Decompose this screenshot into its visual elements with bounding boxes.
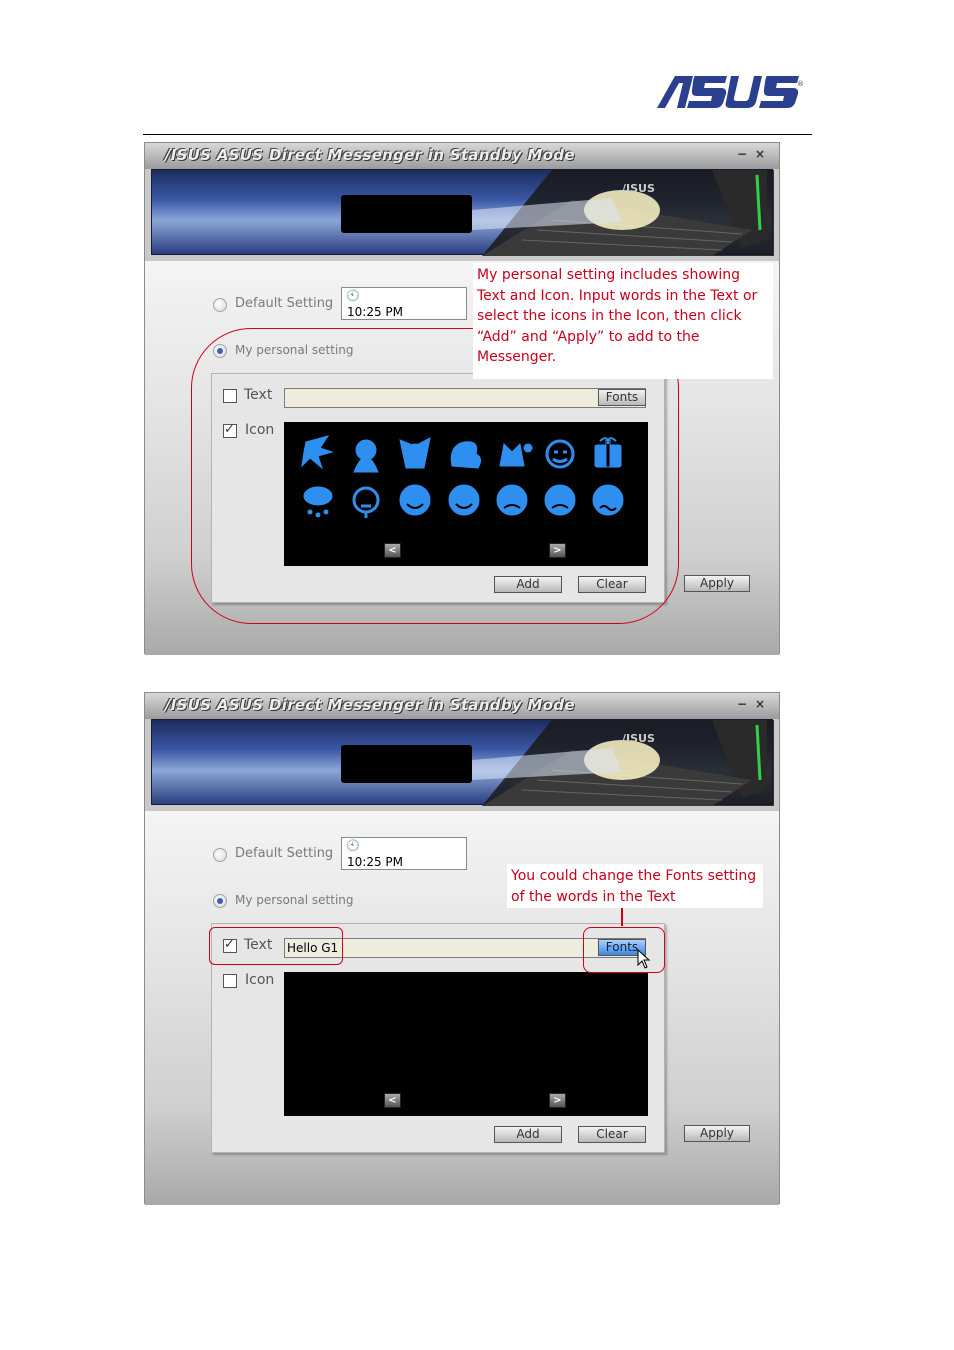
svg-text:/ISUS: /ISUS — [622, 732, 655, 745]
text-input-value: Hello G1 — [287, 941, 339, 955]
time-field[interactable] — [341, 287, 467, 320]
header-rule — [143, 134, 812, 135]
icon-label: Icon — [245, 972, 275, 988]
callout-pointer — [621, 908, 623, 926]
callout-personal-setting: My personal setting includes showing Text and Icon. Input words in the Text or select the icons in the Icon, then click “Add” and “Apply” to add to the Messenger. — [473, 263, 773, 379]
title-bar — [145, 143, 779, 169]
svg-text:/ISUS: /ISUS — [622, 182, 655, 195]
personal-setting-label: My personal setting — [235, 343, 354, 357]
default-setting-label: Default Setting — [235, 296, 334, 311]
icon-label: Icon — [245, 422, 275, 438]
close-button[interactable]: × — [754, 147, 766, 161]
add-button[interactable]: Add — [494, 576, 562, 593]
default-setting-label: Default Setting — [235, 846, 334, 861]
time-value: 10:25 PM — [347, 305, 403, 319]
clear-button[interactable]: Clear — [578, 1126, 646, 1143]
text-label: Text — [244, 937, 273, 953]
laptop-banner — [151, 719, 773, 805]
icon-checkbox[interactable] — [223, 974, 237, 988]
title-bar — [145, 693, 779, 719]
lcd-preview — [341, 195, 472, 233]
personal-setting-radio[interactable] — [213, 894, 227, 908]
personal-setting-label: My personal setting — [235, 893, 354, 907]
prev-page-button[interactable]: < — [384, 1093, 401, 1108]
fonts-button[interactable]: Fonts — [598, 389, 646, 406]
text-highlight-ring — [209, 927, 343, 965]
messenger-window-2 — [144, 692, 780, 1204]
text-label: Text — [244, 387, 273, 403]
icon-grid — [284, 972, 648, 1116]
default-setting-radio[interactable] — [213, 848, 227, 862]
next-page-button[interactable]: > — [549, 543, 566, 558]
svg-text:®: ® — [797, 80, 804, 88]
callout-fonts: You could change the Fonts setting of the words in the Text — [507, 864, 763, 908]
clear-button[interactable]: Clear — [578, 576, 646, 593]
time-value: 10:25 PM — [347, 855, 403, 869]
time-field[interactable] — [341, 837, 467, 870]
close-button[interactable]: × — [754, 697, 766, 711]
apply-button[interactable]: Apply — [684, 575, 750, 592]
add-button[interactable]: Add — [494, 1126, 562, 1143]
minimize-button[interactable]: − — [736, 697, 748, 711]
window-title: /ISUS ASUS Direct Messenger in Standby Mode — [165, 696, 575, 714]
next-page-button[interactable]: > — [549, 1093, 566, 1108]
fonts-button[interactable]: Fonts — [598, 939, 646, 956]
messenger-window-1 — [144, 142, 780, 654]
lcd-preview — [341, 745, 472, 783]
clock-icon: 🕙 — [346, 839, 360, 852]
apply-button[interactable]: Apply — [684, 1125, 750, 1142]
default-setting-radio[interactable] — [213, 298, 227, 312]
prev-page-button[interactable]: < — [384, 543, 401, 558]
asus-logo — [655, 74, 804, 110]
clock-icon: 🕙 — [346, 289, 360, 302]
fonts-highlight-ring — [583, 927, 665, 973]
minimize-button[interactable]: − — [736, 147, 748, 161]
window-title: /ISUS ASUS Direct Messenger in Standby Mode — [165, 146, 575, 164]
laptop-banner — [151, 169, 773, 255]
